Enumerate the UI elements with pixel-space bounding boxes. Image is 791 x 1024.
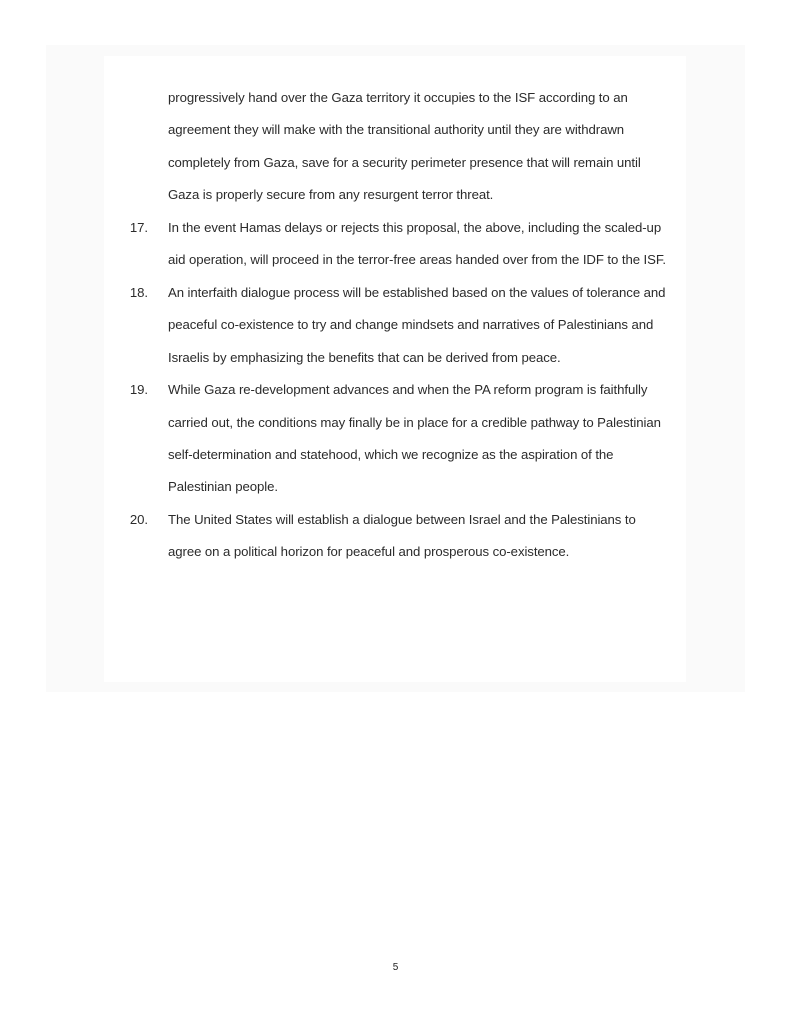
list-item-number: 19. bbox=[129, 382, 148, 398]
list-item bbox=[129, 277, 670, 374]
list-item-number: 17. bbox=[129, 219, 148, 235]
continuation-paragraph: progressively hand over the Gaza territory it occupies to the ISF according to an agreement they will make with the transitional authority until they are withdrawn completely from Gaza, save for a security perimeter presence that will remain until Gaza is properly secure from any resurgent terror threat. bbox=[168, 90, 641, 203]
list-item-text: The United States will establish a dialogue between Israel and the Palestinians to agree on a political horizon for peaceful and prosperous co-existence. bbox=[168, 511, 636, 560]
list-item bbox=[129, 504, 670, 569]
page-number: 5 bbox=[392, 962, 399, 973]
list-item-text: While Gaza re-development advances and when the PA reform program is faithfully carried out, the conditions may finally be in place for a credible pathway to Palestinian self-determination and statehood, which we recognize as the aspiration of the Palestinian people. bbox=[168, 382, 661, 495]
list-item-number: 20. bbox=[129, 511, 148, 527]
list-item bbox=[129, 374, 670, 504]
document-body bbox=[129, 82, 670, 569]
list-item-number: 18. bbox=[129, 284, 148, 300]
numbered-list bbox=[129, 212, 670, 569]
list-item-text: An interfaith dialogue process will be established based on the values of tolerance and peaceful co-existence to try and change mindsets and narratives of Palestinians and Israelis by emphasizing the benefits that can be derived from peace. bbox=[168, 284, 666, 365]
list-item bbox=[129, 212, 670, 277]
page-sheet bbox=[104, 56, 686, 682]
list-item-text: In the event Hamas delays or rejects this proposal, the above, including the scaled-up aid operation, will proceed in the terror-free areas handed over from the IDF to the ISF. bbox=[168, 219, 666, 268]
page-mat bbox=[46, 45, 745, 692]
